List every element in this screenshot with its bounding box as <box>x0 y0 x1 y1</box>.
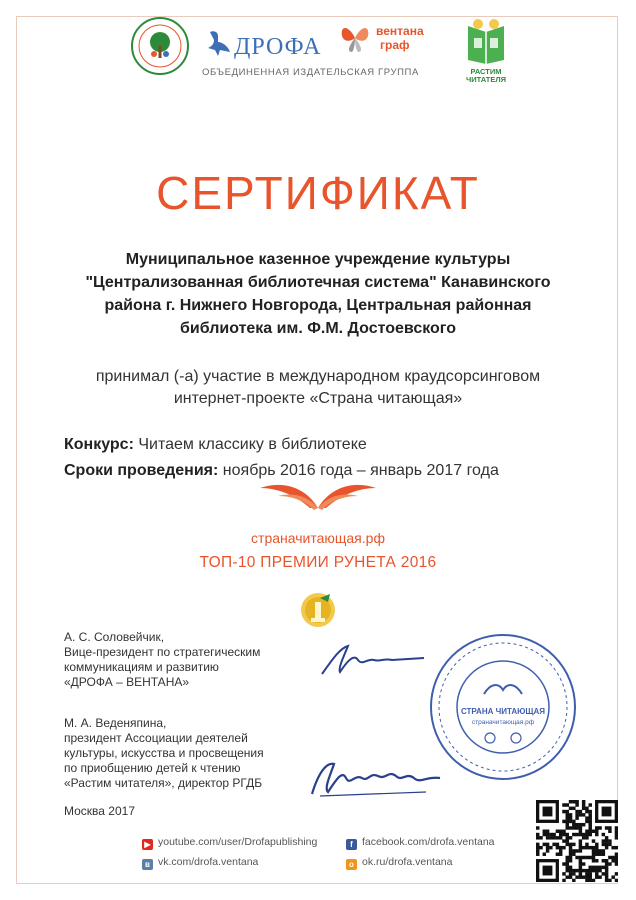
stamp-title: СТРАНА ЧИТАЮЩАЯ <box>460 707 546 716</box>
signature-2 <box>306 754 446 804</box>
facebook-url: facebook.com/drofa.ventana <box>362 836 495 848</box>
drofa-bird-icon <box>204 28 232 58</box>
participation-line: принимал (-а) участие в международном краудсорсинговом <box>95 368 541 385</box>
rastim-word: РАСТИМ <box>470 67 502 76</box>
award-statue-icon <box>300 590 336 630</box>
recipient-organization <box>80 248 556 340</box>
project-site: страначитающая.рф <box>251 530 385 546</box>
publisher-group-caption: ОБЪЕДИНЕННАЯ ИЗДАТЕЛЬСКАЯ ГРУППА <box>202 67 419 78</box>
rastim-chitatelya-icon <box>462 16 510 66</box>
drofa-wordmark: ДРОФА <box>234 34 322 60</box>
signatory-line: «Растим читателя», директор РГДБ <box>64 776 263 790</box>
ok-icon: о <box>346 859 357 870</box>
participation-text <box>40 366 596 410</box>
period-label: Сроки проведения: <box>64 462 219 479</box>
chitatelya-word: ЧИТАТЕЛЯ <box>465 75 507 84</box>
org-line: "Централизованная библиотечная система" Канавинского <box>85 274 551 291</box>
vk-url: vk.com/drofa.ventana <box>158 856 259 868</box>
signatory-1 <box>64 630 260 690</box>
footer-ok-link[interactable] <box>346 856 452 870</box>
ventana-butterfly-icon <box>338 22 372 54</box>
header-logos <box>130 16 510 82</box>
signatory-line: М. А. Веденяпина, <box>64 716 167 730</box>
vk-icon: в <box>142 859 153 870</box>
signatory-line: «ДРОФА – ВЕНТАНА» <box>64 675 190 689</box>
footer-facebook-link[interactable] <box>346 836 495 850</box>
qr-code-icon[interactable] <box>536 800 618 882</box>
stamp-site: страначитающая.рф <box>471 719 535 726</box>
signatory-line: президент Ассоциации деятелей <box>64 731 248 745</box>
signatory-line: культуры, искусства и просвещения <box>64 746 264 760</box>
ventana-graf-logo <box>338 22 424 59</box>
graf-wordmark: граф <box>380 38 410 52</box>
signatory-2 <box>64 716 264 791</box>
rgdb-emblem-icon <box>130 16 190 76</box>
stamp-seal-icon <box>428 632 578 782</box>
signatory-line: А. С. Соловейчик, <box>64 630 165 644</box>
period-value: ноябрь 2016 года – январь 2017 года <box>222 462 499 479</box>
contest-line <box>64 436 367 454</box>
footer-vk-link[interactable] <box>142 856 258 870</box>
youtube-url: youtube.com/user/Drofapublishing <box>158 836 318 848</box>
drofa-logo <box>204 28 322 63</box>
signatory-line: Вице-президент по стратегическим <box>64 645 261 659</box>
org-line: библиотека им. Ф.М. Достоевского <box>179 320 457 337</box>
contest-label: Конкурс: <box>64 436 134 453</box>
org-line: района г. Нижнего Новгорода, Центральная районная <box>104 297 532 314</box>
participation-line: интернет-проекте «Страна читающая» <box>173 390 463 407</box>
book-ornament-icon <box>254 474 382 514</box>
rastim-chitatelya-logo <box>462 16 510 84</box>
award-caption: ТОП-10 ПРЕМИИ РУНЕТА 2016 <box>199 554 437 571</box>
signatory-line: по приобщению детей к чтению <box>64 761 241 775</box>
youtube-icon: ▶ <box>142 839 153 850</box>
contest-value: Читаем классику в библиотеке <box>138 436 367 453</box>
org-line: Муниципальное казенное учреждение культуры <box>125 251 511 268</box>
facebook-icon: f <box>346 839 357 850</box>
footer-youtube-link[interactable] <box>142 836 317 850</box>
ok-url: ok.ru/drofa.ventana <box>362 856 453 868</box>
signatory-line: коммуникациям и развитию <box>64 660 219 674</box>
certificate-title: СЕРТИФИКАТ <box>156 167 480 219</box>
city-year: Москва 2017 <box>64 804 135 818</box>
signature-1 <box>318 640 428 680</box>
ventana-wordmark: вентана <box>376 24 424 38</box>
